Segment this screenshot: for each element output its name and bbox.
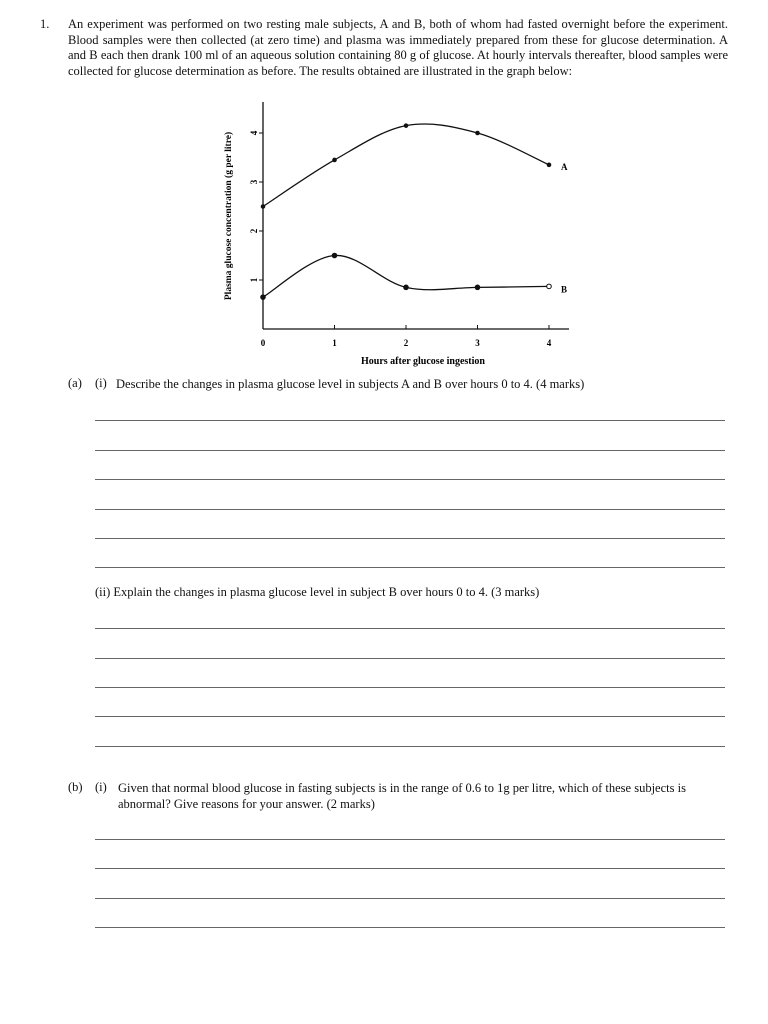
- answer-line[interactable]: [95, 868, 725, 869]
- y-tick-label: 4: [249, 130, 259, 136]
- series-line-B: [263, 255, 549, 297]
- answer-line[interactable]: [95, 839, 725, 840]
- data-point: [404, 124, 408, 128]
- question-number: 1.: [40, 17, 50, 31]
- answer-line[interactable]: [95, 538, 725, 539]
- answer-line[interactable]: [95, 628, 725, 629]
- answer-line[interactable]: [95, 479, 725, 480]
- answer-line[interactable]: [95, 898, 725, 899]
- answer-line[interactable]: [95, 420, 725, 421]
- part-a-ii-question: (ii) Explain the changes in plasma glucose level in subject B over hours 0 to 4. (3 marks): [95, 585, 540, 599]
- x-tick-label: 0: [260, 338, 266, 348]
- answer-line[interactable]: [95, 746, 725, 747]
- answer-line[interactable]: [95, 567, 725, 568]
- data-point: [547, 284, 552, 289]
- data-point: [404, 285, 409, 290]
- answer-line[interactable]: [95, 687, 725, 688]
- data-point: [261, 295, 266, 300]
- series-label-A: A: [561, 161, 568, 172]
- x-tick-label: 1: [332, 338, 337, 348]
- data-point: [475, 285, 480, 290]
- data-point: [547, 163, 551, 167]
- x-axis-label: Hours after glucose ingestion: [361, 356, 485, 367]
- question-intro: An experiment was performed on two resting male subjects, A and B, both of whom had fasted overnight before the experiment. Blood samples were then collected (at zero time) and plasma was immediately prepared from these for glucose determination. A and B each then drank 100 ml of an aqueous solution containing 80 g of glucose. At hourly intervals thereafter, blood samples were collected for glucose determination as before. The results obtained are illustrated in the graph below:: [68, 17, 728, 78]
- part-b-label: (b): [68, 780, 83, 794]
- data-point: [261, 205, 265, 209]
- part-a-label: (a): [68, 376, 82, 390]
- y-axis-label: Plasma glucose concentration (g per litre): [224, 131, 234, 301]
- answer-line[interactable]: [95, 927, 725, 928]
- part-b-i-label: (i): [95, 780, 107, 794]
- y-tick-label: 1: [249, 277, 259, 283]
- part-a-i-question: Describe the changes in plasma glucose level in subjects A and B over hours 0 to 4. (4 marks): [116, 377, 585, 391]
- x-tick-label: 2: [403, 338, 409, 348]
- glucose-chart: [200, 98, 590, 373]
- y-tick-label: 3: [249, 179, 259, 185]
- part-a-i-label: (i): [95, 376, 107, 390]
- answer-line[interactable]: [95, 450, 725, 451]
- series-label-B: B: [561, 284, 568, 295]
- x-tick-label: 3: [475, 338, 480, 348]
- answer-line[interactable]: [95, 716, 725, 717]
- data-point: [333, 158, 337, 162]
- x-tick-label: 4: [546, 338, 552, 348]
- data-point: [332, 253, 337, 258]
- y-tick-label: 2: [249, 228, 259, 234]
- data-point: [476, 131, 480, 135]
- part-b-i-question: Given that normal blood glucose in fasting subjects is in the range of 0.6 to 1g per litre, which of these subjects is abnormal? Give reasons for your answer. (2 marks): [118, 781, 686, 811]
- series-line-A: [263, 124, 549, 207]
- answer-line[interactable]: [95, 658, 725, 659]
- answer-line[interactable]: [95, 509, 725, 510]
